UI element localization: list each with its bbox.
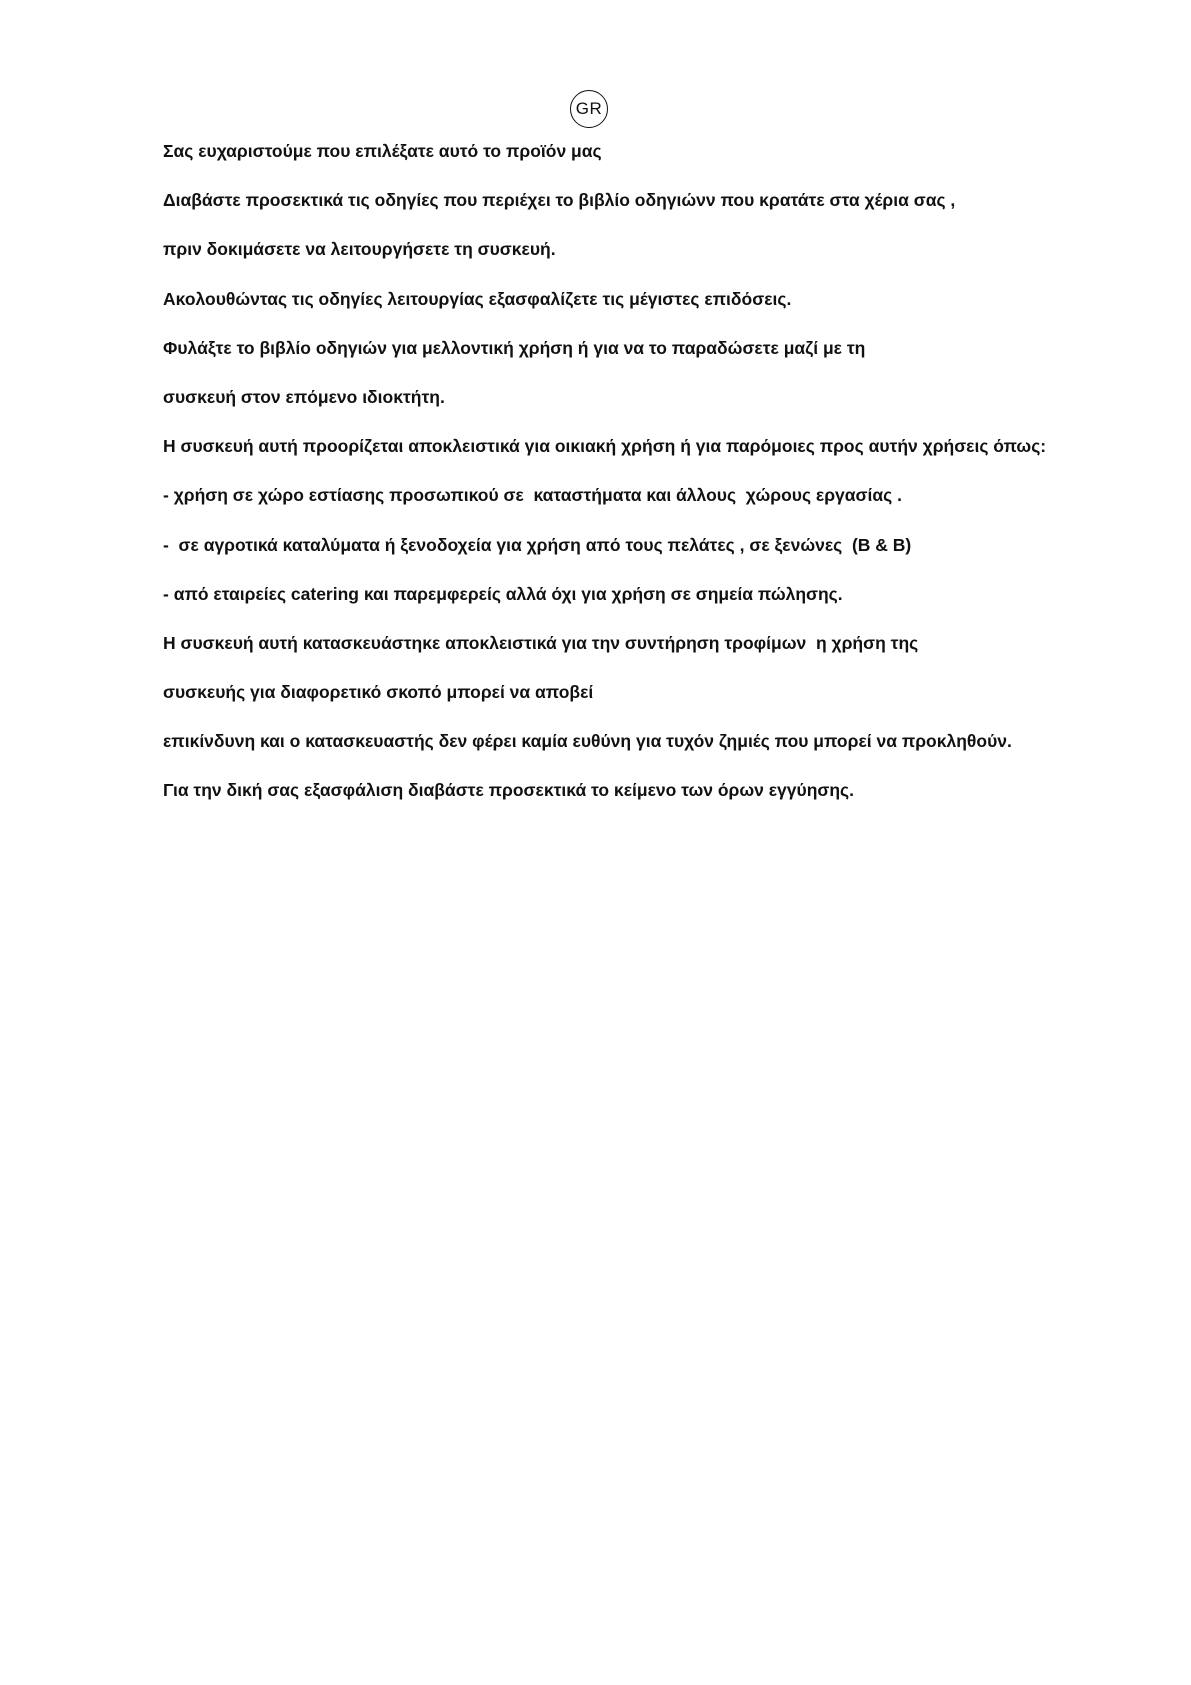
text-line: Η συσκευή αυτή προορίζεται αποκλειστικά για οικιακή χρήση ή για παρόμοιες προς αυτήν χρήσεις όπως: [163, 436, 1047, 457]
text-line: συσκευή στον επόμενο ιδιοκτήτη. [163, 386, 445, 407]
text-line: πριν δοκιμάσετε να λειτουργήσετε τη συσκευή. [163, 239, 556, 260]
text-line: Διαβάστε προσεκτικά τις οδηγίες που περιέχει το βιβλίο οδηγιώνν που κρατάτε στα χέρια σας , [163, 190, 956, 211]
text-line: - χρήση σε χώρο εστίασης προσωπικού σε καταστήματα και άλλους χώρους εργασίας . [163, 485, 902, 506]
language-badge: GR [570, 90, 608, 128]
body-text [163, 138, 1163, 827]
text-line: Φυλάξτε το βιβλίο οδηγιών για μελλοντική χρήση ή για να το παραδώσετε μαζί με τη [163, 337, 866, 358]
text-line: συσκευής για διαφορετικό σκοπό μπορεί να αποβεί [163, 682, 594, 703]
text-line: - σε αγροτικά καταλύματα ή ξενοδοχεία για χρήση από τους πελάτες , σε ξενώνες (B & B) [163, 534, 912, 555]
text-line: Ακολουθώντας τις οδηγίες λειτουργίας εξασφαλίζετε τις μέγιστες επιδόσεις. [163, 288, 792, 309]
text-line: Σας ευχαριστούμε που επιλέξατε αυτό το προϊόν μας [163, 141, 602, 161]
text-line: Για την δική σας εξασφάλιση διαβάστε προσεκτικά το κείμενο των όρων εγγύησης. [163, 780, 855, 801]
text-line: - από εταιρείες catering και παρεμφερείς αλλά όχι για χρήση σε σημεία πώλησης. [163, 583, 843, 604]
text-line: Η συσκευή αυτή κατασκευάστηκε αποκλειστικά για την συντήρηση τροφίμων η χρήση της [163, 632, 919, 653]
text-line: επικίνδυνη και ο κατασκευαστής δεν φέρει καμία ευθύνη για τυχόν ζημιές που μπορεί να προκληθούν. [163, 731, 1012, 752]
